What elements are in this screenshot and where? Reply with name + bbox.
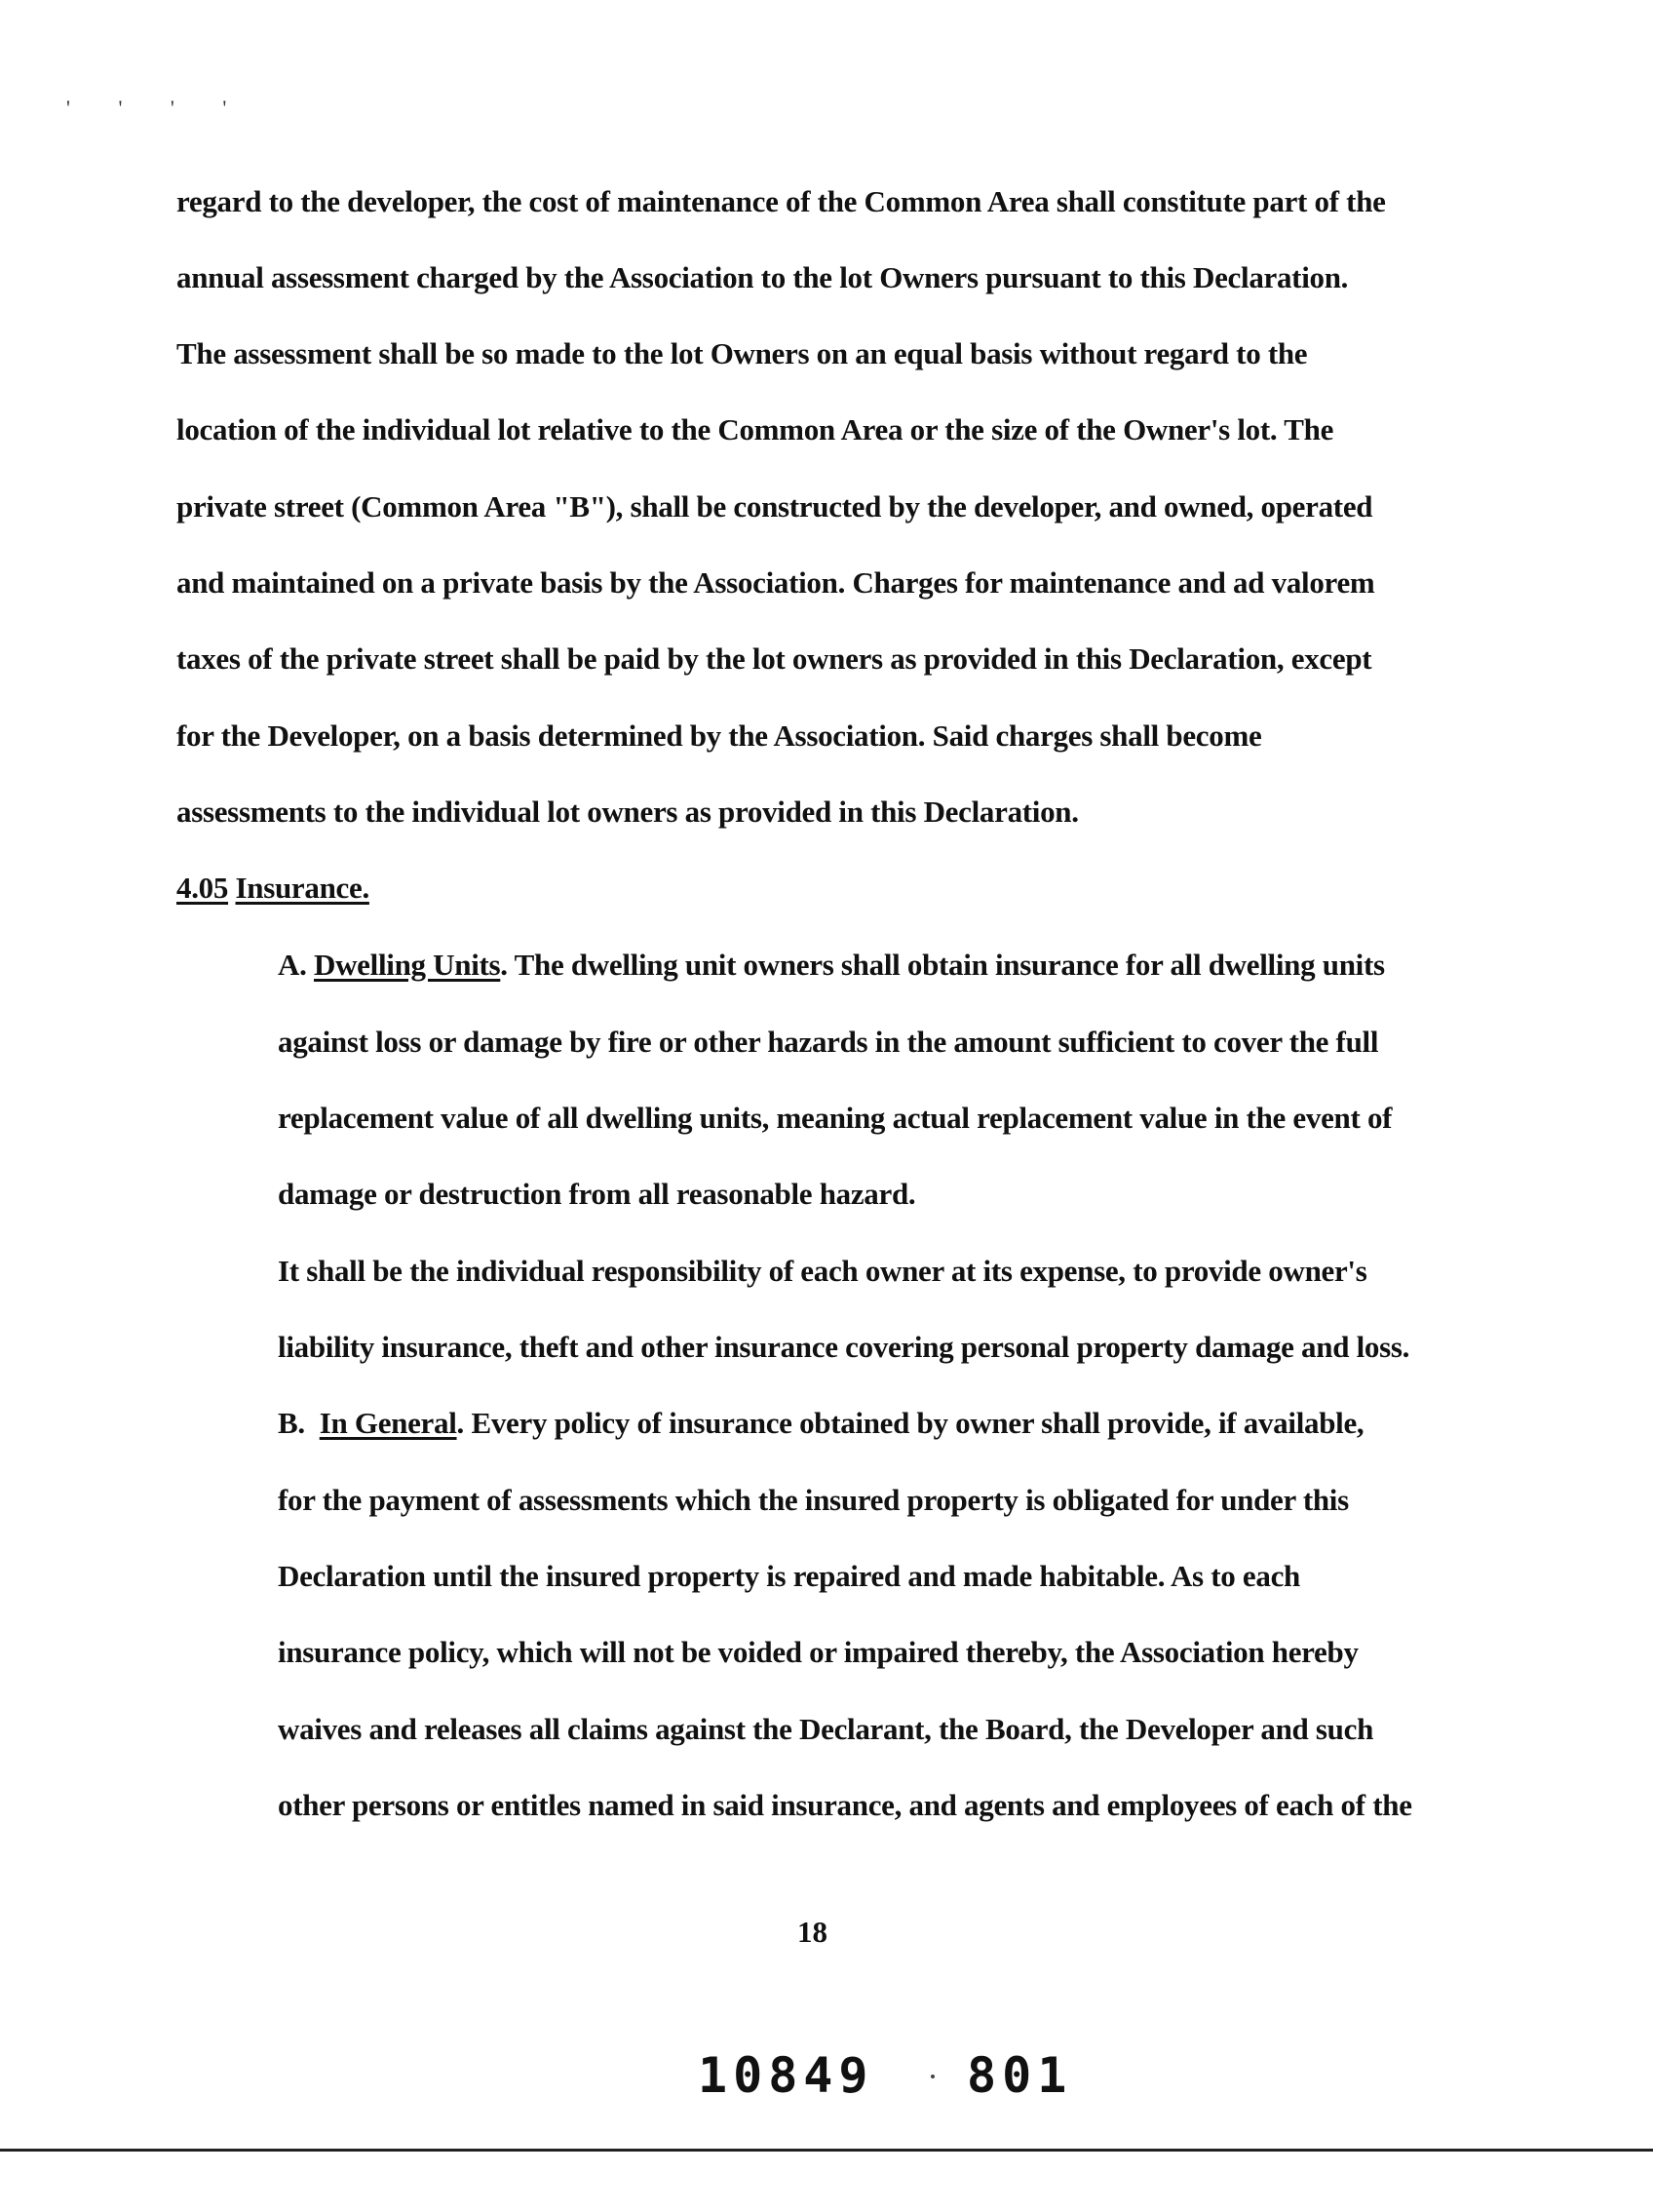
section-number: 4.05 [176,871,229,905]
subsection-a-prefix: A. [278,948,307,982]
body-line: assessments to the individual lot owners as provided in this Declaration. [176,795,1079,829]
section-title: Insurance. [235,871,369,905]
scan-specks: ' ' ' ' [66,96,249,120]
subsection-b-line: Declaration until the insured property is repaired and made habitable. As to each [278,1559,1300,1593]
body-line: for the Developer, on a basis determined by the Association. Said charges shall become [176,718,1262,753]
page-number: 18 [797,1915,827,1949]
subsection-b-line: other persons or entitles named in said insurance, and agents and employees of each of the [278,1788,1412,1822]
subsection-a-line: damage or destruction from all reasonable hazard. [278,1177,916,1211]
body-line: annual assessment charged by the Association to the lot Owners pursuant to this Declaration. [176,260,1349,294]
subsection-b-line: for the payment of assessments which the insured property is obligated for under this [278,1483,1349,1517]
recording-book-number: 10849 [698,2047,874,2104]
bottom-rule [0,2149,1653,2152]
recording-page-number: 801 [967,2047,1073,2104]
body-line: The assessment shall be so made to the lot Owners on an equal basis without regard to the [176,336,1308,370]
scan-dot [931,2075,935,2078]
body-line: location of the individual lot relative to the Common Area or the size of the Owner's lot. The [176,412,1334,446]
subsection-b-heading [278,1406,1364,1441]
body-line: taxes of the private street shall be paid by the lot owners as provided in this Declaration, except [176,641,1372,676]
subsection-b-lead: . Every policy of insurance obtained by owner shall provide, if available, [456,1406,1365,1440]
body-line: private street (Common Area "B"), shall be constructed by the developer, and owned, operated [176,489,1373,524]
subsection-a-title: Dwelling Units [314,948,501,982]
subsection-b-title: In General [319,1406,457,1440]
subsection-a-heading [278,948,1385,983]
subsection-a-line: liability insurance, theft and other insurance covering personal property damage and loss. [278,1330,1410,1364]
subsection-a-line: It shall be the individual responsibility of each owner at its expense, to provide owner's [278,1254,1367,1288]
subsection-b-prefix: B. [278,1406,305,1440]
subsection-a-line: replacement value of all dwelling units, meaning actual replacement value in the event of [278,1101,1393,1135]
subsection-b-line: waives and releases all claims against the Declarant, the Board, the Developer and such [278,1712,1374,1746]
subsection-a-line: against loss or damage by fire or other hazards in the amount sufficient to cover the full [278,1025,1379,1059]
subsection-a-lead: . The dwelling unit owners shall obtain insurance for all dwelling units [500,948,1385,982]
body-line: and maintained on a private basis by the Association. Charges for maintenance and ad valorem [176,565,1375,600]
subsection-b-line: insurance policy, which will not be voided or impaired thereby, the Association hereby [278,1635,1359,1669]
section-heading [176,871,369,906]
body-line: regard to the developer, the cost of maintenance of the Common Area shall constitute part of the [176,184,1386,218]
